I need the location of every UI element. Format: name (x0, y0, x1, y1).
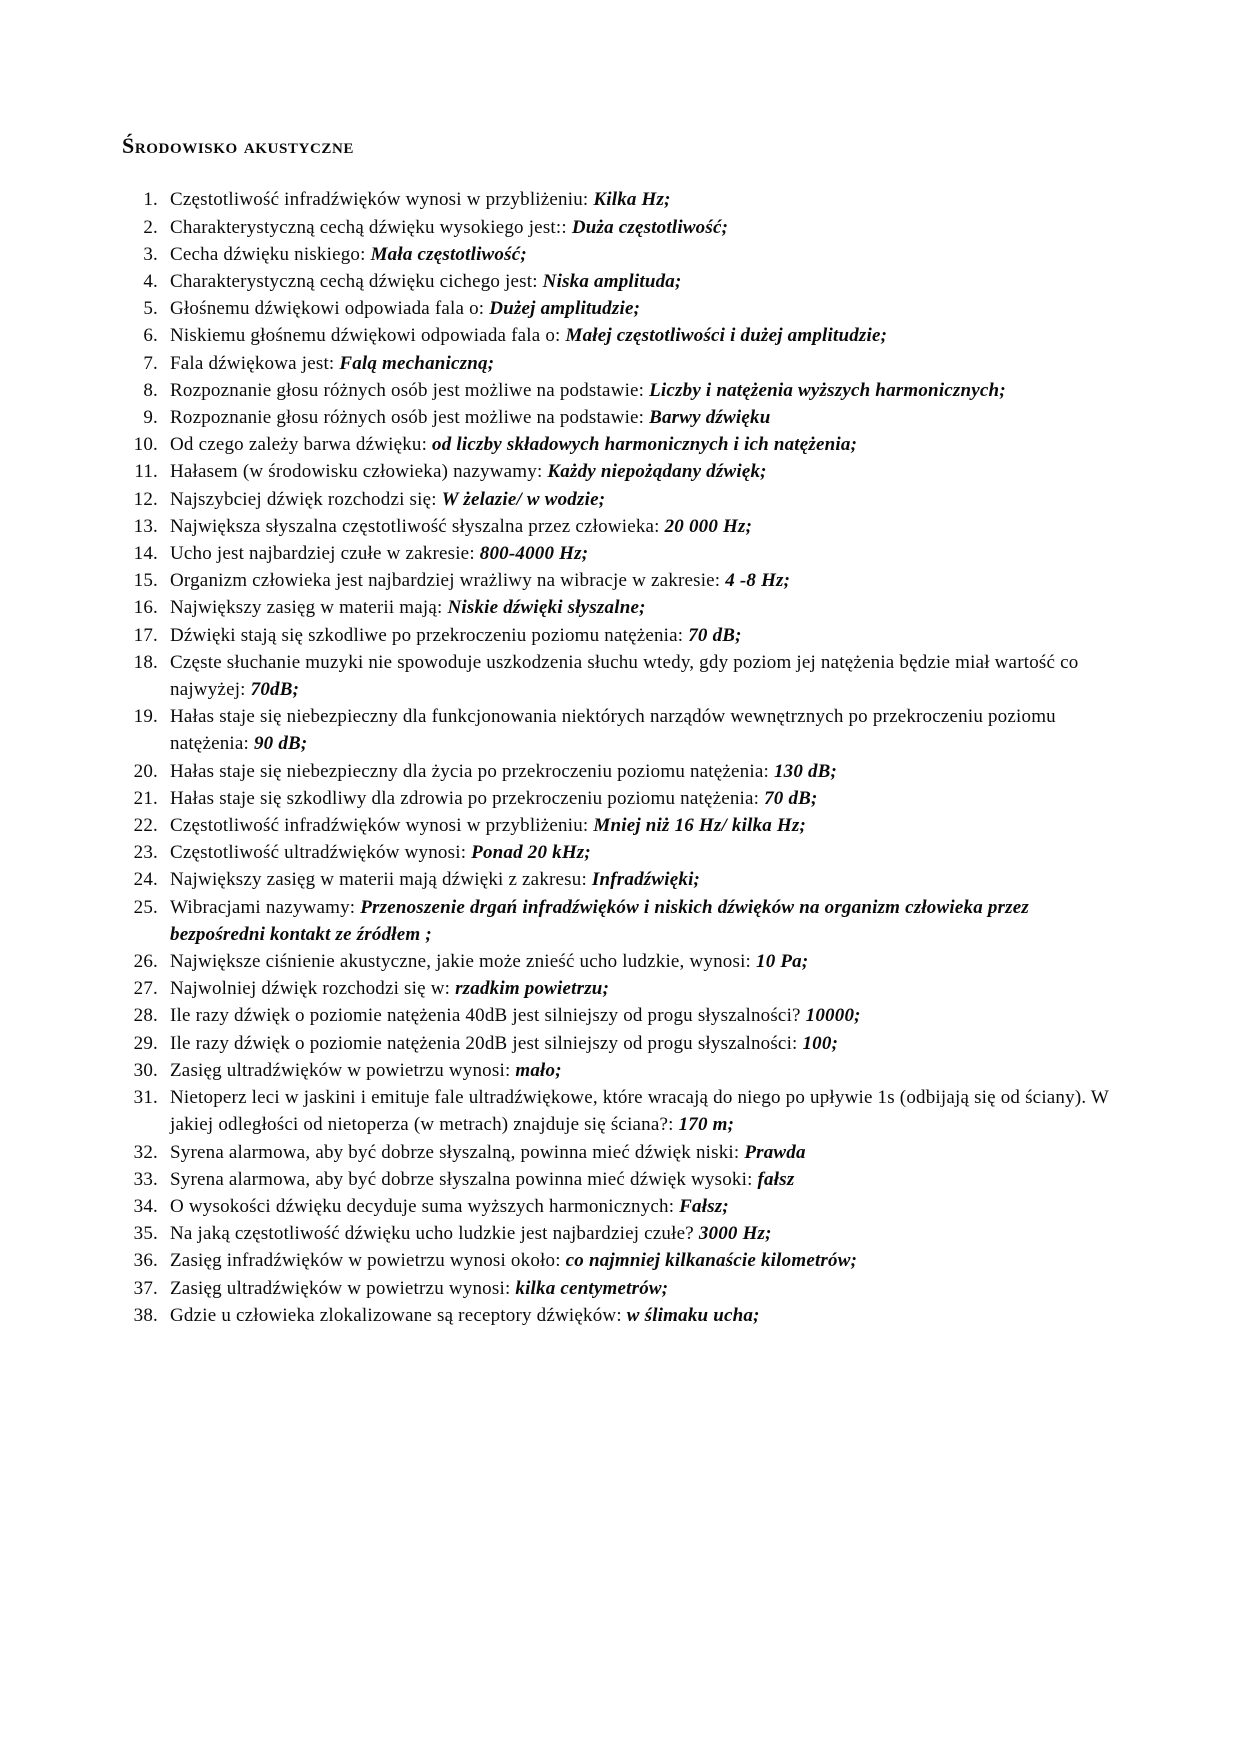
list-item (122, 350, 1124, 377)
item-text (170, 513, 1124, 540)
list-item (122, 975, 1124, 1002)
item-text (170, 377, 1124, 404)
item-number: 31. (133, 1087, 158, 1109)
item-number: 12. (133, 488, 158, 510)
item-number: 27. (133, 978, 158, 1000)
answer-text: Mniej niż 16 Hz/ kilka Hz; (593, 815, 807, 837)
answer-text: 10000; (805, 1005, 861, 1027)
item-number: 5. (143, 298, 158, 320)
list-item (122, 866, 1124, 893)
answer-text: rzadkim powietrzu; (455, 978, 610, 1000)
question-text: Organizm człowieka jest najbardziej wrażliwy na wibracje w zakresie: (170, 570, 721, 592)
question-text: Fala dźwiękowa jest: (170, 352, 335, 374)
question-text: Największe ciśnienie akustyczne, jakie może znieść ucho ludzkie, wynosi: (170, 951, 752, 973)
question-text: Hałas staje się niebezpieczny dla funkcjonowania niektórych narządów wewnętrznych po przekroczeniu poziomu natężenia: (170, 706, 1056, 755)
item-number: 21. (133, 787, 158, 809)
list-item (122, 758, 1124, 785)
item-number: 24. (133, 869, 158, 891)
answer-text: Barwy dźwięku (649, 407, 771, 429)
item-text (170, 839, 1124, 866)
question-text: Niskiemu głośnemu dźwiękowi odpowiada fala o: (170, 325, 561, 347)
item-text (170, 350, 1124, 377)
item-number: 30. (133, 1059, 158, 1081)
list-item (122, 1139, 1124, 1166)
question-text: O wysokości dźwięku decyduje suma wyższych harmonicznych: (170, 1195, 675, 1217)
item-number: 36. (133, 1250, 158, 1272)
item-number: 3. (143, 243, 158, 265)
page-title: Środowisko akustyczne (122, 133, 355, 158)
item-text (170, 1193, 1124, 1220)
question-text: Ucho jest najbardziej czułe w zakresie: (170, 543, 475, 565)
question-text: Zasięg ultradźwięków w powietrzu wynosi: (170, 1059, 511, 1081)
answer-text: Infradźwięki; (591, 869, 701, 891)
question-text: Cecha dźwięku niskiego: (170, 243, 366, 265)
item-number: 35. (133, 1223, 158, 1245)
list-item (122, 894, 1124, 948)
item-number: 18. (133, 651, 158, 673)
item-text (170, 975, 1124, 1002)
item-text (170, 594, 1124, 621)
item-text (170, 404, 1124, 431)
item-number: 6. (143, 325, 158, 347)
item-text (170, 458, 1124, 485)
list-item (122, 1275, 1124, 1302)
answer-text: Mała częstotliwość; (370, 243, 527, 265)
question-text: Głośnemu dźwiękowi odpowiada fala o: (170, 298, 485, 320)
answer-text: 170 m; (678, 1114, 735, 1136)
item-text (170, 486, 1124, 513)
answer-text: 800-4000 Hz; (479, 543, 589, 565)
item-number: 37. (133, 1277, 158, 1299)
question-text: Nietoperz leci w jaskini i emituje fale ultradźwiękowe, które wracają do niego po upływie 1s (odbijają się od ściany). W jakiej odległości od nietoperza (w metrach) znajduje się ściana?: (170, 1087, 1109, 1136)
item-number: 7. (143, 352, 158, 374)
item-number: 28. (133, 1005, 158, 1027)
item-text (170, 567, 1124, 594)
item-number: 32. (133, 1141, 158, 1163)
list-item (122, 812, 1124, 839)
item-number: 11. (134, 461, 158, 483)
item-number: 14. (133, 543, 158, 565)
question-text: Największy zasięg w materii mają: (170, 597, 443, 619)
item-text (170, 894, 1124, 948)
item-text (170, 295, 1124, 322)
item-number: 10. (133, 434, 158, 456)
question-text: Gdzie u człowieka zlokalizowane są receptory dźwięków: (170, 1304, 622, 1326)
list-item (122, 1220, 1124, 1247)
answer-text: mało; (515, 1059, 562, 1081)
item-text (170, 1002, 1124, 1029)
item-number: 38. (133, 1304, 158, 1326)
answer-text: Każdy niepożądany dźwięk; (547, 461, 767, 483)
question-text: Syrena alarmowa, aby być dobrze słyszalna powinna mieć dźwięk wysoki: (170, 1168, 753, 1190)
list-item (122, 1030, 1124, 1057)
question-text: Charakterystyczną cechą dźwięku wysokiego jest:: (170, 216, 567, 238)
answer-text: 70 dB; (764, 787, 818, 809)
question-text: Częstotliwość infradźwięków wynosi w przybliżeniu: (170, 189, 589, 211)
question-text: Ile razy dźwięk o poziomie natężenia 20dB jest silniejszy od progu słyszalności: (170, 1032, 798, 1054)
answer-text: 90 dB; (253, 733, 308, 755)
question-text: Syrena alarmowa, aby być dobrze słyszalną, powinna mieć dźwięk niski: (170, 1141, 740, 1163)
item-text (170, 758, 1124, 785)
question-text: Częstotliwość ultradźwięków wynosi: (170, 842, 467, 864)
list-item (122, 377, 1124, 404)
question-list (122, 186, 1124, 1329)
list-item (122, 540, 1124, 567)
question-text: Ile razy dźwięk o poziomie natężenia 40dB jest silniejszy od progu słyszalności? (170, 1005, 801, 1027)
answer-text: Kilka Hz; (593, 189, 671, 211)
item-text (170, 1275, 1124, 1302)
item-number: 4. (143, 271, 158, 292)
item-text (170, 1139, 1124, 1166)
item-text (170, 322, 1124, 349)
question-text: Rozpoznanie głosu różnych osób jest możliwe na podstawie: (170, 379, 645, 401)
answer-text: 20 000 Hz; (664, 515, 753, 537)
item-number: 25. (133, 896, 158, 918)
list-item (122, 948, 1124, 975)
item-number: 19. (133, 706, 158, 728)
question-text: Dźwięki stają się szkodliwe po przekroczeniu poziomu natężenia: (170, 624, 684, 646)
answer-text: 100; (802, 1032, 839, 1054)
item-text (170, 948, 1124, 975)
answer-text: Małej częstotliwości i dużej amplitudzie; (565, 325, 888, 347)
answer-text: Fałsz; (679, 1195, 729, 1217)
answer-text: 4 -8 Hz; (725, 570, 791, 592)
item-number: 13. (133, 515, 158, 537)
item-text (170, 1057, 1124, 1084)
item-number: 8. (143, 379, 158, 401)
item-text (170, 866, 1124, 893)
item-text (170, 186, 1124, 213)
list-item (122, 1193, 1124, 1220)
item-number: 29. (133, 1032, 158, 1054)
item-number: 2. (143, 216, 158, 238)
answer-text: Niska amplituda; (542, 271, 682, 292)
question-text: Hałas staje się niebezpieczny dla życia po przekroczeniu poziomu natężenia: (170, 760, 769, 782)
answer-text: 70 dB; (688, 624, 742, 646)
list-item (122, 186, 1124, 213)
list-item (122, 214, 1124, 241)
question-text: Częste słuchanie muzyki nie spowoduje uszkodzenia słuchu wtedy, gdy poziom jej natężenia będzie miał wartość co najwyżej: (170, 651, 1079, 701)
answer-text: w ślimaku ucha; (626, 1304, 760, 1326)
answer-text: 130 dB; (773, 760, 838, 782)
item-number: 9. (143, 407, 158, 429)
answer-text: Przenoszenie drgań infradźwięków i niskich dźwięków na organizm człowieka przez bezpośredni kontakt ze źródłem ; (170, 896, 1029, 945)
question-text: Największa słyszalna częstotliwość słyszalna przez człowieka: (170, 515, 660, 537)
list-item (122, 1084, 1124, 1138)
list-item (122, 1166, 1124, 1193)
answer-text: co najmniej kilkanaście kilometrów; (565, 1250, 858, 1272)
list-item (122, 1302, 1124, 1329)
list-item (122, 567, 1124, 594)
question-text: Największy zasięg w materii mają dźwięki z zakresu: (170, 869, 587, 891)
list-item (122, 431, 1124, 458)
list-item (122, 1247, 1124, 1274)
question-text: Od czego zależy barwa dźwięku: (170, 434, 428, 456)
list-item (122, 839, 1124, 866)
answer-text: fałsz (757, 1168, 795, 1190)
item-number: 1. (143, 189, 158, 211)
answer-text: Dużej amplitudzie; (489, 298, 641, 320)
answer-text: Ponad 20 kHz; (471, 842, 591, 864)
item-number: 17. (133, 624, 158, 646)
question-text: Zasięg ultradźwięków w powietrzu wynosi: (170, 1277, 511, 1299)
question-text: Rozpoznanie głosu różnych osób jest możliwe na podstawie: (170, 407, 645, 429)
item-text (170, 1166, 1124, 1193)
item-number: 15. (133, 570, 158, 592)
question-text: Hałas staje się szkodliwy dla zdrowia po przekroczeniu poziomu natężenia: (170, 787, 760, 809)
item-text (170, 622, 1124, 649)
answer-text: Duża częstotliwość; (571, 216, 729, 238)
question-text: Częstotliwość infradźwięków wynosi w przybliżeniu: (170, 815, 589, 837)
answer-text: 3000 Hz; (698, 1223, 772, 1245)
list-item (122, 295, 1124, 322)
question-text: Hałasem (w środowisku człowieka) nazywamy: (170, 461, 543, 483)
item-number: 26. (133, 951, 158, 973)
answer-text: 70dB; (250, 679, 300, 701)
question-text: Zasięg infradźwięków w powietrzu wynosi około: (170, 1250, 561, 1272)
list-item (122, 594, 1124, 621)
question-text: Wibracjami nazywamy: (170, 896, 356, 918)
item-number: 33. (133, 1168, 158, 1190)
item-text (170, 1220, 1124, 1247)
item-text (170, 1030, 1124, 1057)
answer-text: od liczby składowych harmonicznych i ich natężenia; (432, 434, 858, 456)
list-item (122, 703, 1124, 757)
item-text (170, 649, 1124, 703)
item-text (170, 540, 1124, 567)
list-item (122, 1057, 1124, 1084)
question-text: Najszybciej dźwięk rozchodzi się: (170, 488, 437, 510)
item-text (170, 1247, 1124, 1274)
item-text (170, 1302, 1124, 1329)
item-text (170, 812, 1124, 839)
question-text: Charakterystyczną cechą dźwięku cichego jest: (170, 271, 538, 292)
item-text (170, 268, 1124, 295)
answer-text: W żelazie/ w wodzie; (441, 488, 606, 510)
item-text (170, 431, 1124, 458)
list-item (122, 649, 1124, 703)
item-text (170, 703, 1124, 757)
item-number: 23. (133, 842, 158, 864)
list-item (122, 268, 1124, 295)
item-text (170, 241, 1124, 268)
list-item (122, 322, 1124, 349)
list-item (122, 622, 1124, 649)
answer-text: Falą mechaniczną; (339, 352, 495, 374)
list-item (122, 513, 1124, 540)
item-text (170, 785, 1124, 812)
item-text (170, 214, 1124, 241)
answer-text: 10 Pa; (756, 951, 809, 973)
list-item (122, 458, 1124, 485)
item-number: 20. (133, 760, 158, 782)
answer-text: Prawda (744, 1141, 806, 1163)
item-number: 22. (133, 815, 158, 837)
answer-text: Liczby i natężenia wyższych harmonicznych; (649, 379, 1006, 401)
item-number: 16. (133, 597, 158, 619)
item-text (170, 1084, 1124, 1138)
answer-text: Niskie dźwięki słyszalne; (447, 597, 646, 619)
list-item (122, 241, 1124, 268)
list-item (122, 404, 1124, 431)
item-number: 34. (133, 1195, 158, 1217)
list-item (122, 785, 1124, 812)
answer-text: kilka centymetrów; (515, 1277, 669, 1299)
list-item (122, 1002, 1124, 1029)
question-text: Najwolniej dźwięk rozchodzi się w: (170, 978, 451, 1000)
question-text: Na jaką częstotliwość dźwięku ucho ludzkie jest najbardziej czułe? (170, 1223, 694, 1245)
list-item (122, 486, 1124, 513)
